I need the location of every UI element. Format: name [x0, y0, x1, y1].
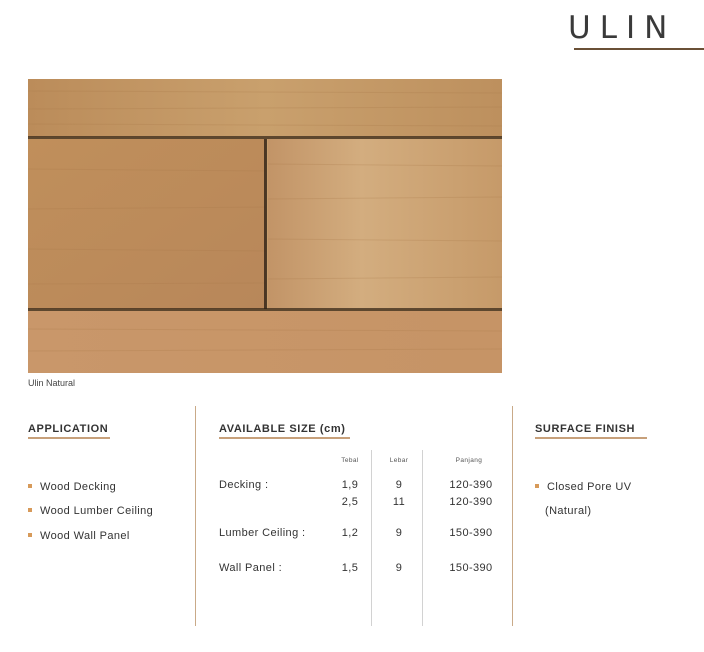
cell-tebal: 2,5 — [341, 496, 359, 508]
sizes-heading-underline — [219, 437, 350, 439]
table-divider — [422, 450, 423, 626]
bullet-icon — [28, 508, 32, 512]
cell-lebar: 9 — [395, 527, 403, 539]
title-underline — [574, 48, 704, 50]
list-item: Wood Wall Panel — [28, 530, 130, 542]
surface-heading: SURFACE FINISH — [535, 423, 636, 435]
cell-panjang: 150-390 — [449, 527, 493, 539]
application-heading-underline — [28, 437, 110, 439]
page-title: ULIN — [568, 10, 677, 46]
column-divider — [512, 406, 513, 626]
sizes-heading: AVAILABLE SIZE (cm) — [219, 423, 346, 435]
cell-tebal: 1,2 — [341, 527, 359, 539]
cell-tebal: 1,5 — [341, 562, 359, 574]
bullet-icon — [28, 484, 32, 488]
column-header-panjang: Panjang — [455, 457, 483, 464]
surface-finish-note: (Natural) — [545, 505, 592, 517]
column-header-lebar: Lebar — [389, 457, 409, 464]
bullet-icon — [28, 533, 32, 537]
photo-caption: Ulin Natural — [28, 378, 76, 388]
cell-panjang: 150-390 — [449, 562, 493, 574]
row-label-decking: Decking : — [219, 479, 269, 491]
cell-lebar: 9 — [395, 562, 403, 574]
cell-panjang: 120-390 — [449, 496, 493, 508]
column-header-tebal: Tebal — [341, 457, 359, 464]
column-divider — [195, 406, 196, 626]
application-heading: APPLICATION — [28, 423, 109, 435]
list-item: Closed Pore UV — [535, 481, 631, 493]
row-label-wall-panel: Wall Panel : — [219, 562, 283, 574]
table-divider — [371, 450, 372, 626]
cell-tebal: 1,9 — [341, 479, 359, 491]
bullet-icon — [535, 484, 539, 488]
cell-lebar: 11 — [392, 496, 406, 508]
list-item: Wood Lumber Ceiling — [28, 505, 153, 517]
cell-lebar: 9 — [395, 479, 403, 491]
cell-panjang: 120-390 — [449, 479, 493, 491]
wood-sample-photo — [28, 79, 502, 373]
row-label-lumber-ceiling: Lumber Ceiling : — [219, 527, 306, 539]
surface-heading-underline — [535, 437, 647, 439]
list-item: Wood Decking — [28, 481, 116, 493]
